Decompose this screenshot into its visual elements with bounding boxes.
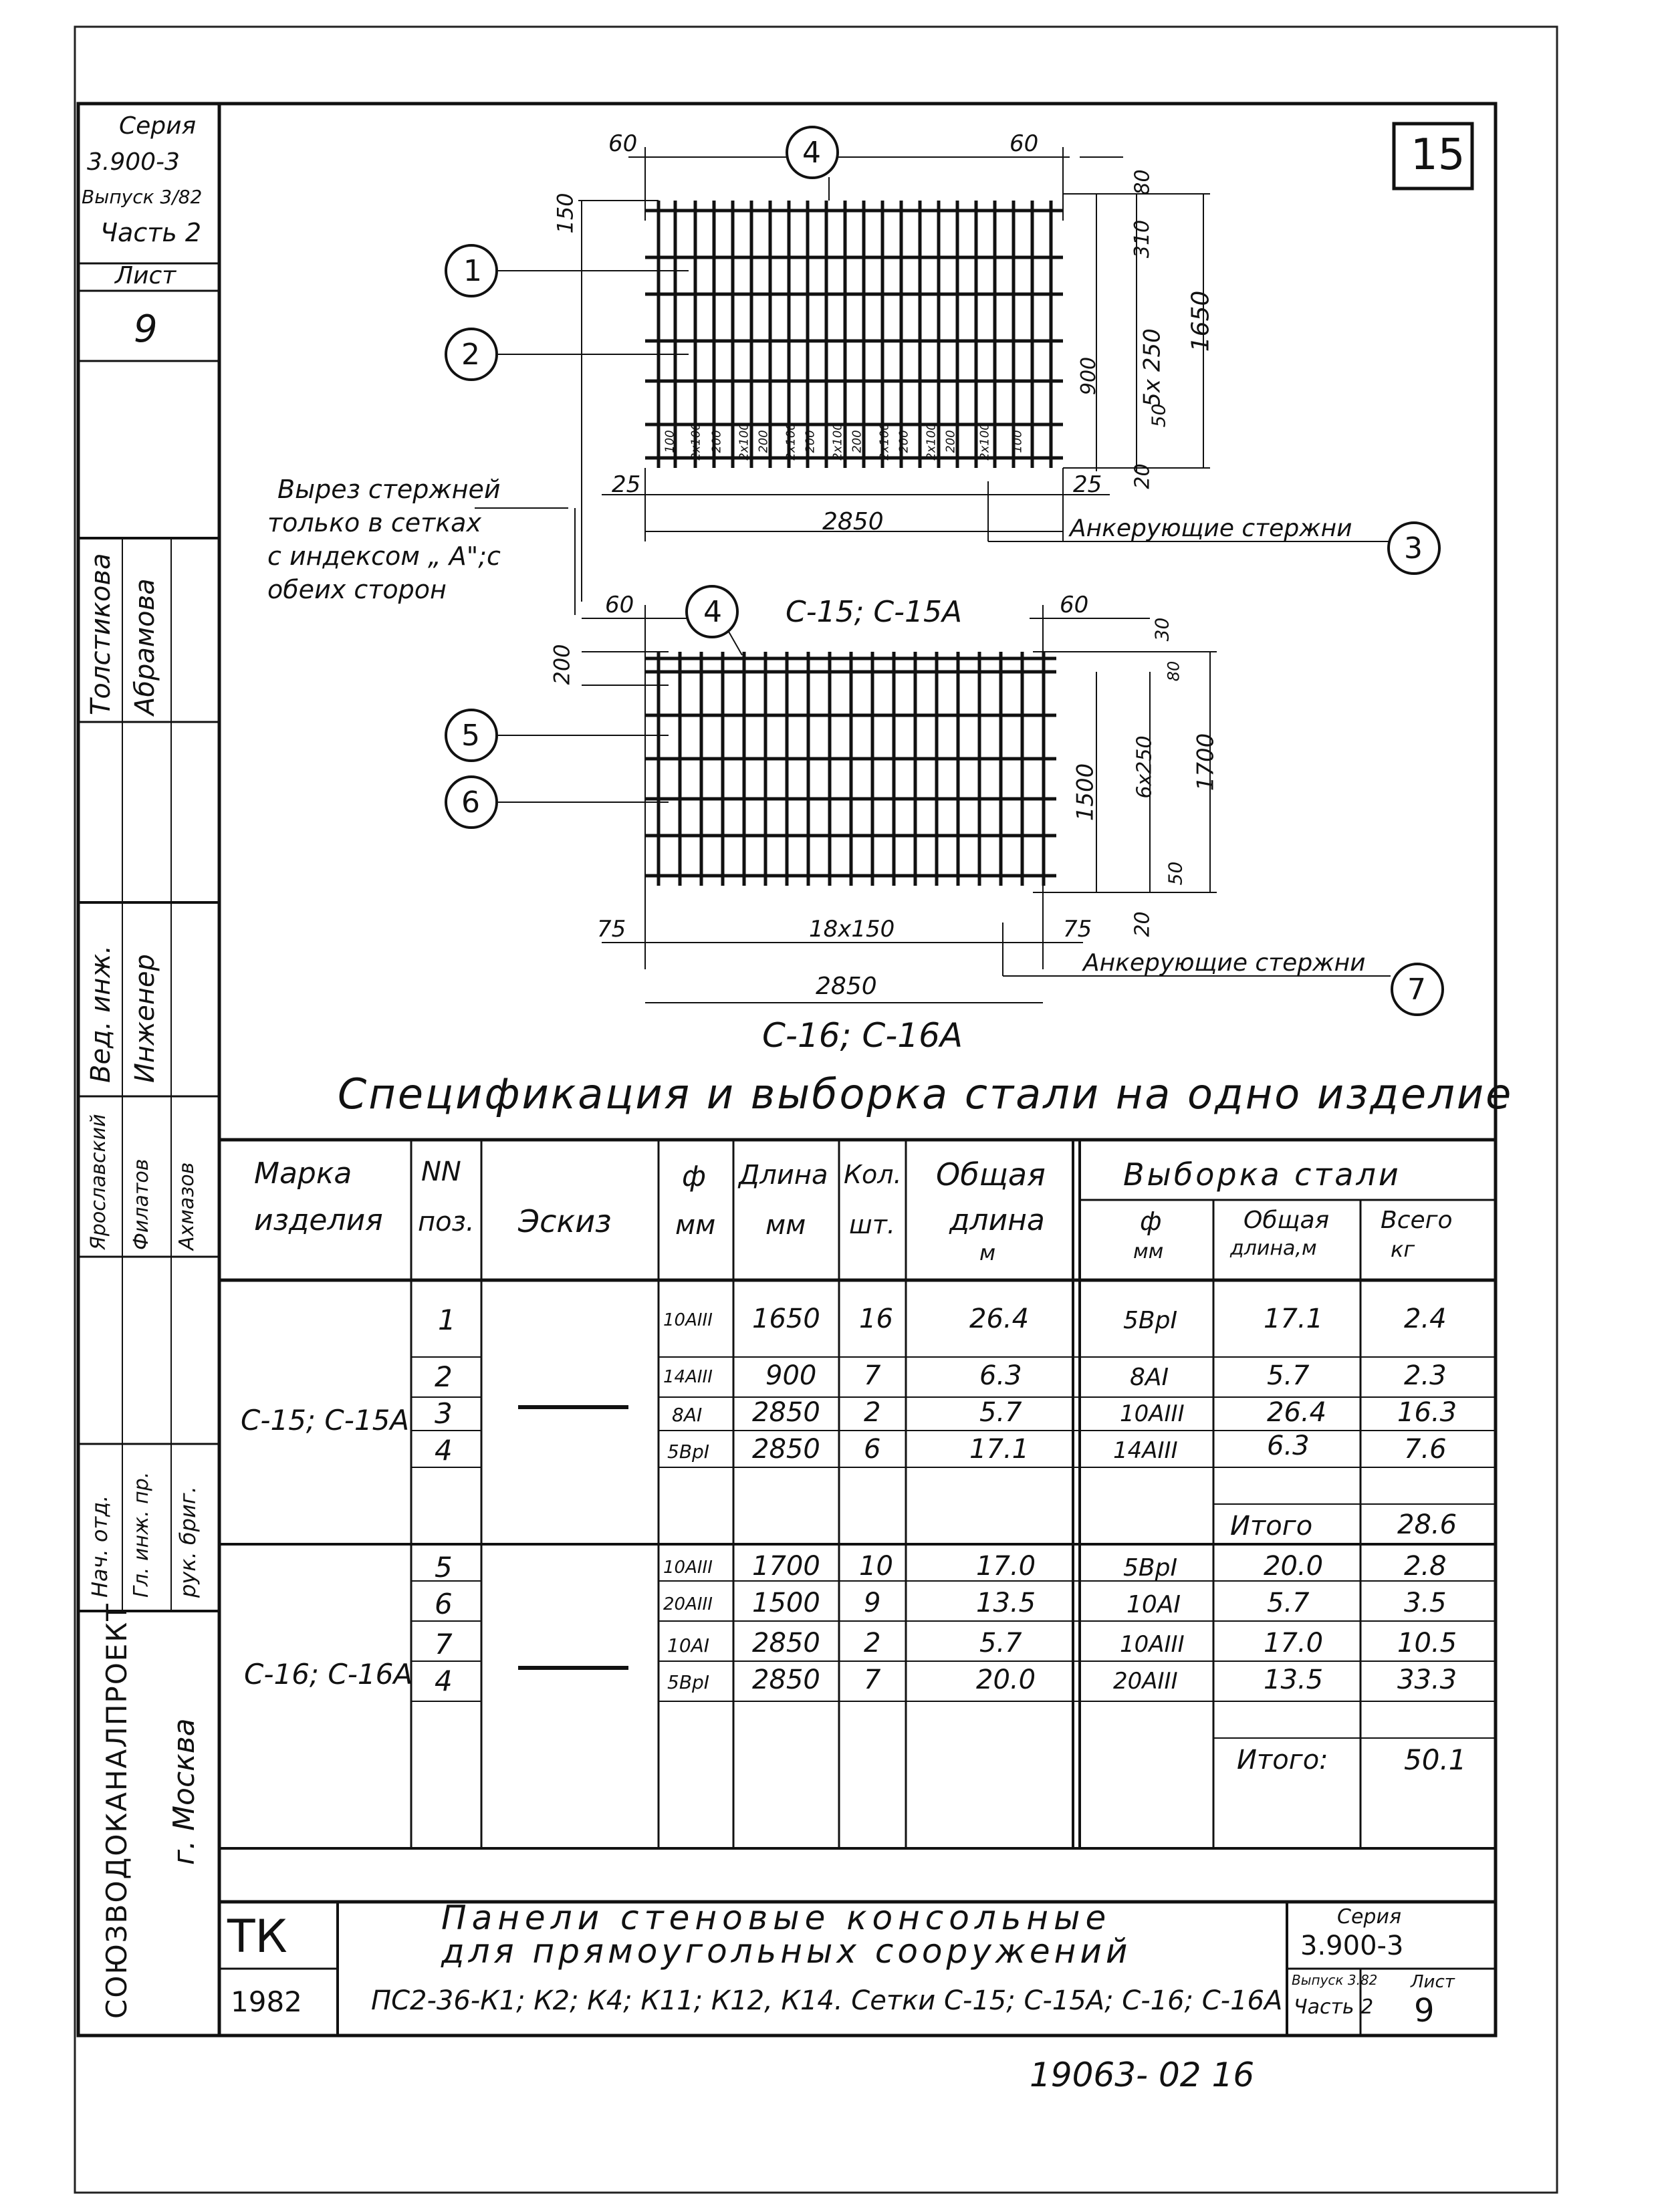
- cell-sdia: 10АIII: [1120, 1631, 1185, 1658]
- hdr-sketch: Эскиз: [518, 1203, 612, 1239]
- cell-len: 2850: [752, 1397, 820, 1428]
- cell-dia: 14АIII: [663, 1367, 713, 1387]
- hdr-dia-2: мм: [675, 1210, 716, 1241]
- pitch-label: 200: [803, 430, 818, 453]
- name-abramova: Абрамова: [130, 578, 160, 715]
- d2-caption: С-16; С-16А: [762, 1016, 963, 1055]
- cell-total: 6.3: [979, 1360, 1022, 1391]
- d1-callout-3: 3: [1404, 531, 1423, 566]
- group-mark: С-16; С-16А: [244, 1658, 413, 1691]
- role-dept-head: Нач. отд.: [87, 1495, 112, 1598]
- cell-pos: 2: [435, 1360, 453, 1393]
- d2-dim-total: 2850: [816, 973, 877, 1000]
- hdr-sel-total-1: Всего: [1381, 1207, 1453, 1234]
- cell-pos: 1: [438, 1304, 456, 1336]
- role-lead-engineer: Вед. инж.: [86, 945, 116, 1083]
- pitch-label: 100: [663, 430, 677, 453]
- issue-label: Выпуск 3/82: [82, 186, 203, 208]
- role-team-lead: рук. бриг.: [175, 1486, 201, 1598]
- hdr-qty-2: шт.: [849, 1210, 895, 1239]
- tb-subtitle: ПС2-36-К1; К2; К4; К11; К12, К14. Сетки С-15; С-15А; С-16; С-16А: [371, 1985, 1283, 2016]
- cell-pos: 5: [435, 1551, 453, 1584]
- cell-sdia: 20АIII: [1113, 1668, 1178, 1695]
- cell-qty: 6: [864, 1434, 881, 1465]
- tb-issue: Выпуск 3.82: [1292, 1972, 1378, 1988]
- d1-dim-900: 900: [1077, 356, 1101, 396]
- cell-len: 2850: [752, 1434, 820, 1465]
- d2-dim-30: 30: [1151, 617, 1173, 642]
- d2-callout-7: 7: [1407, 973, 1426, 1007]
- cell-total: 17.1: [969, 1434, 1030, 1465]
- org-name: СОЮЗВОДОКАНАЛПРОЕКТ: [100, 1602, 133, 2019]
- d1-dim-50: 50: [1147, 403, 1170, 428]
- pitch-label: 2x100: [877, 422, 892, 461]
- sheet-label: Лист: [115, 262, 176, 289]
- d2-dim-top-right: 60: [1060, 592, 1089, 618]
- d2-dim-1700: 1700: [1192, 733, 1219, 791]
- cell-slen: 26.4: [1267, 1397, 1327, 1428]
- cell-qty: 7: [864, 1665, 881, 1695]
- d1-anchor-label: Анкерующие стержни: [1070, 515, 1352, 542]
- cell-slen: 20.0: [1264, 1551, 1324, 1582]
- d1-dim-20: 20: [1131, 463, 1155, 489]
- pitch-label: 2x100: [924, 422, 939, 461]
- d2-dim-bottom-mid: 18x150: [809, 916, 895, 943]
- cell-sdia: 8АI: [1130, 1364, 1169, 1391]
- pitch-label: 200: [709, 430, 724, 453]
- cell-slen: 13.5: [1264, 1665, 1324, 1695]
- cell-qty: 2: [864, 1628, 881, 1658]
- hdr-sel-dia-2: мм: [1133, 1240, 1164, 1263]
- d2-dim-50: 50: [1164, 861, 1187, 886]
- cell-skg: 3.5: [1404, 1588, 1447, 1618]
- d1-callout-1: 1: [463, 254, 482, 288]
- cell-len: 1700: [752, 1551, 820, 1582]
- hdr-sel-total-2: кг: [1391, 1237, 1415, 1262]
- cell-qty: 16: [859, 1304, 893, 1334]
- d1-dim-bottom-right: 25: [1073, 471, 1102, 498]
- cell-dia: 10АI: [667, 1634, 710, 1656]
- itogo-value: 28.6: [1397, 1509, 1457, 1540]
- d2-dim-1500: 1500: [1072, 763, 1099, 822]
- cell-skg: 2.8: [1404, 1551, 1447, 1582]
- d1-dim-left-top: 150: [552, 193, 578, 234]
- tb-code: ТК: [227, 1911, 287, 1963]
- d2-dim-6x250: 6x250: [1133, 735, 1157, 799]
- d2-callout-4: 4: [703, 595, 722, 629]
- cell-len: 900: [765, 1360, 817, 1391]
- cell-pos: 7: [435, 1628, 453, 1661]
- group-mark: С-15; С-15А: [241, 1404, 410, 1437]
- note-line-3: с индексом „ А";с: [267, 541, 501, 571]
- hdr-pos-2: поз.: [418, 1207, 475, 1237]
- d1-dim-1650: 1650: [1187, 290, 1215, 352]
- cell-skg: 10.5: [1397, 1628, 1457, 1658]
- d1-dim-top-left: 60: [608, 130, 638, 157]
- d1-callout-4: 4: [802, 136, 821, 170]
- note-line-4: обеих сторон: [267, 575, 447, 604]
- d1-dim-total: 2850: [822, 508, 884, 535]
- part-label: Часть 2: [100, 218, 202, 247]
- table-title: Спецификация и выборка стали на одно изделие: [338, 1070, 1514, 1118]
- pitch-label: 100: [1010, 430, 1025, 453]
- d2-dim-80: 80: [1164, 660, 1183, 682]
- cell-dia: 8АI: [672, 1404, 703, 1426]
- cell-total: 17.0: [976, 1551, 1036, 1582]
- pitch-label: 2x100: [784, 422, 798, 461]
- cell-len: 2850: [752, 1628, 820, 1658]
- hdr-total-1: Общая: [936, 1156, 1046, 1193]
- hdr-selection: Выборка стали: [1123, 1156, 1401, 1193]
- cell-dia: 5ВрI: [667, 1441, 710, 1463]
- cell-pos: 3: [435, 1397, 453, 1430]
- cell-sdia: 5ВрI: [1123, 1554, 1178, 1582]
- tb-series-value: 3.900-3: [1300, 1931, 1404, 1961]
- d2-dim-20: 20: [1131, 911, 1155, 937]
- hdr-total-2: длина: [949, 1203, 1045, 1237]
- hdr-pos-1: NN: [421, 1156, 461, 1187]
- hdr-qty-1: Кол.: [844, 1160, 902, 1189]
- note-line-2: только в сетках: [267, 508, 481, 537]
- cell-skg: 16.3: [1397, 1397, 1457, 1428]
- hdr-sel-len-2: длина,м: [1230, 1237, 1317, 1260]
- hdr-mark-2: изделия: [254, 1203, 383, 1237]
- d1-dim-310: 310: [1131, 219, 1155, 259]
- tb-year: 1982: [231, 1985, 302, 2018]
- hdr-len-2: мм: [765, 1210, 806, 1241]
- d1-dim-80: 80: [1131, 169, 1155, 195]
- cell-qty: 9: [864, 1588, 881, 1618]
- cell-sdia: 5ВрI: [1123, 1307, 1178, 1334]
- hdr-mark-1: Марка: [254, 1156, 352, 1191]
- itogo-value: 50.1: [1404, 1743, 1467, 1776]
- role-engineer: Инженер: [130, 954, 160, 1083]
- cell-skg: 2.3: [1404, 1360, 1447, 1391]
- cell-len: 1650: [752, 1304, 820, 1334]
- tb-sheet-label: Лист: [1411, 1972, 1455, 1992]
- cell-skg: 7.6: [1404, 1434, 1447, 1465]
- series-label: Серия: [119, 112, 197, 140]
- name-akhmazov: Ахмазов: [175, 1162, 199, 1250]
- cell-qty: 2: [864, 1397, 881, 1428]
- note-line-1: Вырез стержней: [277, 475, 501, 504]
- cell-sdia: 14АIII: [1113, 1437, 1178, 1464]
- role-chief-engineer: Гл. инж. пр.: [130, 1471, 153, 1598]
- cell-pos: 6: [435, 1588, 453, 1620]
- pitch-label: 2x100: [830, 422, 845, 461]
- cell-skg: 33.3: [1397, 1665, 1457, 1695]
- hdr-len-1: Длина: [739, 1160, 828, 1191]
- pitch-label: 2x100: [737, 422, 751, 461]
- tb-title-1: Панели стеновые консольные: [441, 1898, 1112, 1937]
- cell-skg: 2.4: [1404, 1304, 1447, 1334]
- cell-total: 26.4: [969, 1304, 1030, 1334]
- tb-sheet-value: 9: [1414, 1992, 1435, 2030]
- d2-dim-top-left: 60: [605, 592, 634, 618]
- cell-dia: 10АIII: [663, 1310, 713, 1330]
- name-tolstikova: Толстикова: [86, 553, 116, 715]
- name-yaroslavsky: Ярославский: [87, 1114, 110, 1250]
- hdr-sel-dia-1: ф: [1140, 1207, 1162, 1236]
- sheet-number: 15: [1411, 130, 1465, 180]
- d1-callout-2: 2: [461, 338, 480, 372]
- pitch-label: 2x100: [689, 422, 703, 461]
- pitch-label: 200: [756, 430, 771, 453]
- cell-total: 20.0: [976, 1665, 1036, 1695]
- d1-dim-bottom-left: 25: [612, 471, 641, 498]
- footer-number: 19063- 02 16: [1030, 2056, 1255, 2094]
- pitch-label: 200: [897, 430, 911, 453]
- hdr-sel-len-1: Общая: [1243, 1207, 1330, 1234]
- cell-dia: 20АIII: [663, 1594, 713, 1614]
- series-value: 3.900-3: [87, 148, 180, 176]
- cell-len: 1500: [752, 1588, 820, 1618]
- cell-qty: 7: [864, 1360, 881, 1391]
- d2-callout-6: 6: [461, 785, 480, 820]
- hdr-total-3: м: [979, 1240, 996, 1265]
- cell-total: 5.7: [979, 1628, 1022, 1658]
- d2-dim-bottom-left: 75: [597, 916, 626, 943]
- d2-callout-5: 5: [461, 719, 480, 753]
- d2-anchor-label: Анкерующие стержни: [1083, 949, 1366, 977]
- tb-title-2: для прямоугольных сооружений: [441, 1932, 1132, 1971]
- pitch-label: 2x100: [977, 422, 992, 461]
- cell-pos: 4: [435, 1434, 453, 1467]
- cell-sdia: 10АIII: [1120, 1400, 1185, 1427]
- tb-series-label: Серия: [1337, 1905, 1401, 1929]
- d2-dim-bottom-right: 75: [1063, 916, 1092, 943]
- cell-total: 5.7: [979, 1397, 1022, 1428]
- cell-slen: 5.7: [1267, 1360, 1310, 1391]
- city-name: г. Москва: [167, 1718, 201, 1865]
- cell-slen: 17.0: [1264, 1628, 1324, 1658]
- cell-slen: 6.3: [1267, 1431, 1310, 1461]
- cell-dia: 5ВрI: [667, 1671, 710, 1693]
- cell-pos: 4: [435, 1665, 453, 1697]
- name-filatov: Филатов: [130, 1158, 153, 1250]
- cell-sdia: 10АI: [1127, 1591, 1181, 1618]
- itogo-label: Итого:: [1237, 1745, 1328, 1775]
- cell-dia: 10АIII: [663, 1558, 713, 1578]
- itogo-label: Итого: [1230, 1511, 1313, 1542]
- hdr-dia-1: ф: [682, 1160, 706, 1193]
- cell-slen: 17.1: [1264, 1304, 1324, 1334]
- d1-dim-5x250: 5x 250: [1139, 328, 1166, 407]
- cell-total: 13.5: [976, 1588, 1036, 1618]
- d2-dim-left: 200: [549, 644, 575, 685]
- cell-slen: 5.7: [1267, 1588, 1310, 1618]
- pitch-label: 200: [850, 430, 864, 453]
- sheet-value: 9: [134, 308, 158, 351]
- tb-part: Часть 2: [1294, 1995, 1374, 2019]
- mesh-drawing-c16: [446, 508, 1443, 1015]
- d1-pitch-labels: [659, 422, 1060, 475]
- pitch-label: 200: [943, 430, 958, 453]
- d1-caption: С-15; С-15А: [786, 595, 963, 629]
- d1-dim-top-right: 60: [1010, 130, 1039, 157]
- cell-len: 2850: [752, 1665, 820, 1695]
- cell-qty: 10: [859, 1551, 893, 1582]
